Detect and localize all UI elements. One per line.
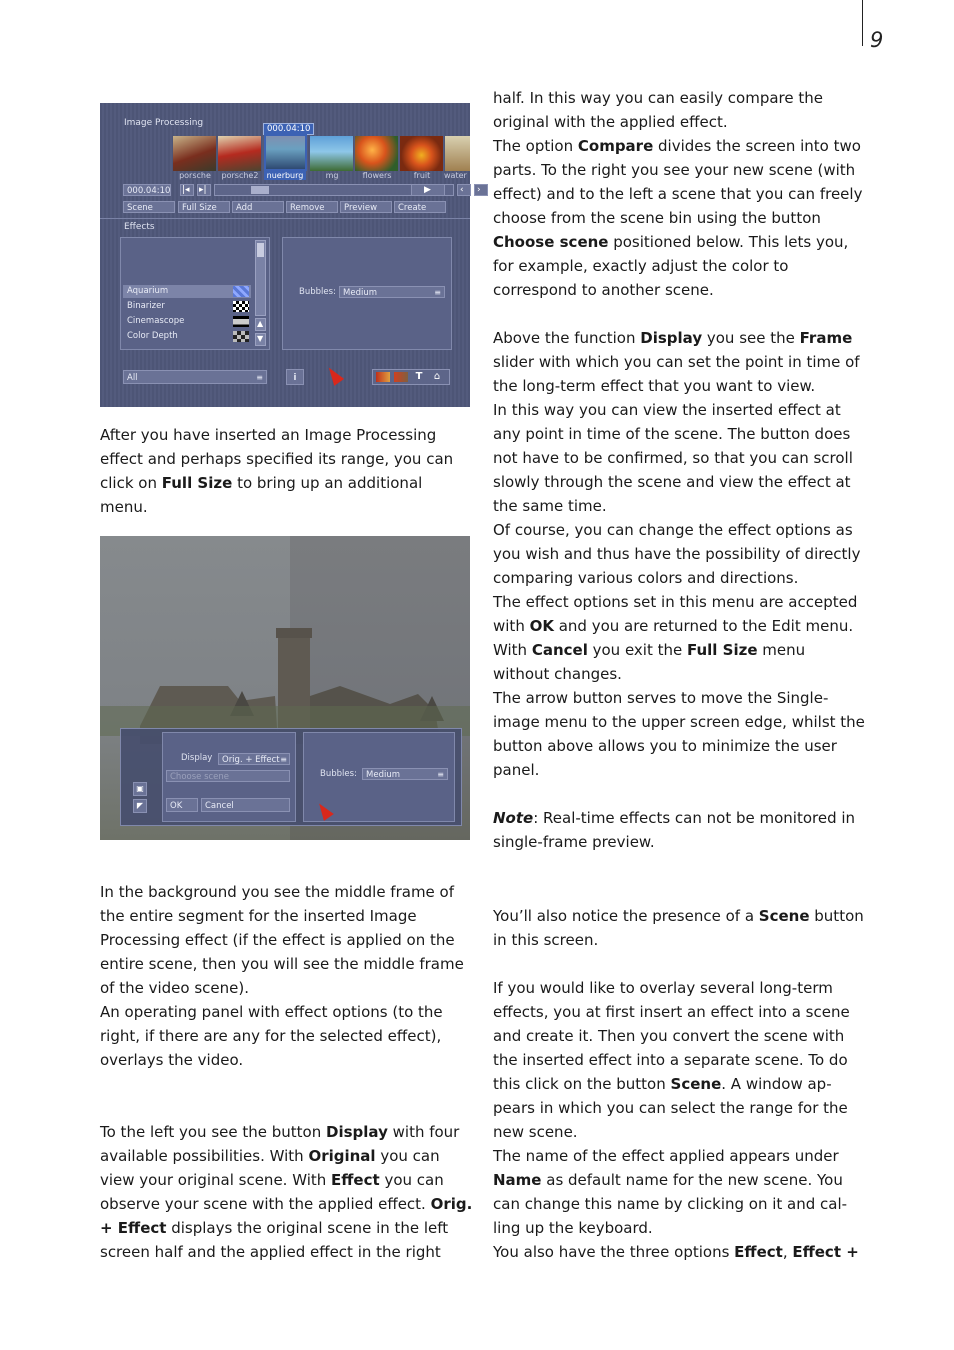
scene-thumb-fruit[interactable] bbox=[400, 136, 443, 171]
text-run: The name of the effect applied appears under bbox=[493, 1147, 839, 1165]
create-button[interactable]: Create bbox=[394, 201, 446, 213]
full-size-screenshot bbox=[100, 536, 470, 840]
step-back-button[interactable] bbox=[457, 184, 471, 196]
effect-name: Binarizer bbox=[127, 301, 165, 311]
term-compare: Compare bbox=[577, 137, 654, 155]
chevron-down-icon: ▼ bbox=[257, 334, 264, 343]
display-select[interactable] bbox=[218, 753, 290, 765]
effects-list bbox=[120, 237, 270, 350]
effect-item[interactable] bbox=[123, 315, 251, 328]
aquarium-preview-icon bbox=[233, 286, 249, 297]
scroll-up-button[interactable] bbox=[255, 318, 266, 331]
home-icon[interactable]: ⌂ bbox=[433, 371, 441, 382]
paragraph bbox=[100, 1120, 474, 1264]
scene-thumb-mg[interactable] bbox=[310, 136, 353, 171]
text-run: you exit the bbox=[587, 641, 687, 659]
page-number-rule bbox=[862, 0, 863, 46]
left-column-intro bbox=[100, 423, 474, 519]
bubbles-label: Bubbles: bbox=[320, 769, 357, 779]
list-icon: ≡ bbox=[437, 770, 444, 779]
text-run: menu without changes. bbox=[493, 641, 806, 683]
chevron-left-icon: ‹ bbox=[460, 185, 464, 195]
menu-title: Image Processing bbox=[124, 118, 204, 128]
effect-item[interactable] bbox=[123, 300, 251, 313]
skip-back-icon: |◂ bbox=[182, 185, 190, 195]
bubbles-select[interactable] bbox=[339, 286, 445, 298]
paragraph bbox=[493, 1144, 865, 1240]
left-column-body bbox=[100, 880, 474, 1264]
play-icon: ▶ bbox=[424, 185, 431, 195]
paragraph bbox=[493, 590, 865, 686]
scene-thumb-nuerburg[interactable] bbox=[264, 134, 307, 171]
text-run: you see the bbox=[702, 329, 800, 347]
bubbles-value: Medium bbox=[366, 770, 400, 780]
remove-button[interactable]: Remove bbox=[286, 201, 338, 213]
cancel-button[interactable]: Cancel bbox=[201, 798, 290, 812]
info-icon: i bbox=[293, 373, 297, 383]
timecode-field[interactable]: 000.04:10 bbox=[123, 184, 171, 196]
minimize-icon: ▣ bbox=[136, 784, 144, 793]
right-column-scene bbox=[493, 904, 865, 1264]
thumb-caption: water bbox=[444, 171, 467, 180]
text-run: . A window ap-pears in which you can select the range for the new scene. bbox=[493, 1075, 848, 1141]
scroll-down-button[interactable] bbox=[255, 333, 266, 346]
term-ok: OK bbox=[529, 617, 554, 635]
list-icon: ≡ bbox=[280, 755, 287, 764]
play-button[interactable] bbox=[411, 184, 445, 196]
bubbles-select[interactable] bbox=[362, 768, 448, 780]
term-frame: Frame bbox=[799, 329, 853, 347]
text-run: The option bbox=[493, 137, 578, 155]
paragraph bbox=[493, 976, 865, 1144]
text-run: slider with which you can set the point in time of the long-term effect that you want to view. bbox=[493, 353, 860, 395]
term-full-size: Full Size bbox=[161, 474, 233, 492]
effects-label: Effects bbox=[124, 222, 155, 232]
term-full-size: Full Size bbox=[686, 641, 758, 659]
arrow-up-left-icon: ◤ bbox=[136, 801, 144, 810]
effect-name: Cinemascope bbox=[127, 316, 185, 326]
thumb-timecode: 000.04:10 bbox=[263, 123, 314, 135]
thumb-caption-selected: nuerburg bbox=[264, 171, 306, 180]
paragraph: In the background you see the middle frame of the entire segment for the inserted Image Processing effect (if the effect is applied on the entire scene, then you will see the middle frame of the video scene). bbox=[100, 883, 464, 997]
tool-buttons bbox=[372, 369, 450, 385]
chevron-up-icon: ▲ bbox=[257, 319, 264, 328]
paragraph bbox=[493, 1240, 865, 1264]
text-run: You’ll also notice the presence of a bbox=[493, 907, 759, 925]
text-run: to bring up an additional menu. bbox=[100, 474, 423, 516]
paragraph: half. In this way you can easily compare the original with the applied effect. bbox=[493, 89, 823, 131]
frame-slider-handle[interactable] bbox=[251, 186, 269, 194]
text-tool-icon[interactable]: T bbox=[415, 371, 423, 382]
move-panel-up-button[interactable] bbox=[133, 799, 147, 813]
text-run: button in this screen. bbox=[493, 907, 864, 949]
paragraph: An operating panel with effect options (to the right, if there are any for the selected effect), overlays the video. bbox=[100, 1003, 443, 1069]
effect-name: Color Depth bbox=[127, 331, 178, 341]
term-orig-effect: Orig. + Effect bbox=[100, 1195, 473, 1237]
preview-button[interactable]: Preview bbox=[340, 201, 392, 213]
scrollbar-thumb[interactable] bbox=[257, 243, 264, 257]
term-effect-plus: Effect + bbox=[792, 1243, 859, 1261]
text-run: divides the screen into two parts. To the right you see your new scene (with effect) and to the left a scene that you can freely choose from the scene bin using the button bbox=[493, 137, 863, 227]
effect-item[interactable] bbox=[123, 330, 251, 343]
cursor-arrow-icon bbox=[324, 364, 344, 386]
text-run: positioned below. This lets you, for example, exactly adjust the color to correspond to another scene. bbox=[493, 233, 849, 299]
display-value: Orig. + Effect bbox=[222, 755, 280, 765]
term-choose-scene: Choose scene bbox=[493, 233, 609, 251]
thumb-caption: flowers bbox=[362, 171, 392, 180]
note-label: Note bbox=[493, 809, 534, 827]
term-effect: Effect bbox=[331, 1171, 380, 1189]
paragraph: The arrow button serves to move the Single-image menu to the upper screen edge, whilst the button above allows you to minimize the user panel. bbox=[493, 689, 865, 779]
skip-forward-icon: ▸| bbox=[199, 185, 207, 195]
term-effect: Effect bbox=[734, 1243, 783, 1261]
choose-scene-button[interactable]: Choose scene bbox=[166, 770, 290, 782]
thumb-caption: porsche bbox=[179, 171, 211, 180]
effect-item-selected[interactable] bbox=[123, 285, 251, 298]
scene-thumb-porsche[interactable] bbox=[173, 136, 216, 171]
jump-start-button[interactable] bbox=[180, 184, 194, 196]
scene-thumb-flowers[interactable] bbox=[355, 136, 398, 171]
effects-scrollbar[interactable] bbox=[255, 240, 266, 316]
full-size-button[interactable]: Full Size bbox=[178, 201, 230, 213]
thumb-caption: porsche2 bbox=[221, 171, 259, 180]
paragraph: In this way you can view the inserted effect at any point in time of the scene. The button does not have to be confirmed, so that you can scroll slowly through the scene and view the effect at the same time. bbox=[493, 401, 853, 515]
scissors-icon[interactable] bbox=[376, 372, 390, 382]
binarizer-preview-icon bbox=[233, 301, 249, 312]
paragraph bbox=[493, 134, 865, 302]
text-run: After you have inserted an Image Processing effect and perhaps specified its range, you can click on bbox=[100, 426, 454, 492]
effect-name: Aquarium bbox=[127, 286, 169, 296]
scene-thumb-porsche2[interactable] bbox=[218, 136, 261, 171]
bubbles-value: Medium bbox=[343, 288, 377, 298]
text-run: You also have the three options bbox=[493, 1243, 735, 1261]
note-paragraph bbox=[493, 806, 865, 854]
paragraph bbox=[493, 904, 865, 952]
text-run: and you are returned to the Edit menu. With bbox=[493, 617, 854, 659]
jump-end-button[interactable] bbox=[197, 184, 211, 196]
paragraph: Of course, you can change the effect options as you wish and thus have the possibility of directly comparing various colors and directions. bbox=[493, 521, 861, 587]
display-options-panel bbox=[162, 732, 296, 822]
text-run: The effect options set in this menu are accepted with bbox=[493, 593, 858, 635]
term-name: Name bbox=[493, 1171, 542, 1189]
term-display: Display bbox=[640, 329, 703, 347]
term-scene: Scene bbox=[670, 1075, 722, 1093]
display-label: Display bbox=[181, 753, 213, 763]
scene-button[interactable]: Scene bbox=[123, 201, 175, 213]
text-run: , bbox=[782, 1243, 793, 1261]
page-number: 9 bbox=[870, 28, 884, 52]
text-run: you can observe your scene with the applied effect. bbox=[100, 1171, 444, 1213]
step-forward-button[interactable] bbox=[474, 184, 488, 196]
term-cancel: Cancel bbox=[531, 641, 588, 659]
term-original: Original bbox=[308, 1147, 376, 1165]
text-run: Above the function bbox=[493, 329, 641, 347]
text-run: : Real-time effects can not be monitored in single-frame preview. bbox=[493, 809, 856, 851]
text-run: you can view your original scene. With bbox=[100, 1147, 440, 1189]
term-display: Display bbox=[326, 1123, 388, 1141]
info-button[interactable] bbox=[286, 369, 304, 385]
chevron-right-icon: › bbox=[477, 185, 481, 195]
divider bbox=[100, 218, 470, 219]
text-run: To the left you see the button bbox=[100, 1123, 327, 1141]
film-icon[interactable] bbox=[394, 372, 408, 382]
thumb-caption: mg bbox=[325, 171, 339, 180]
list-icon: ≡ bbox=[256, 373, 263, 382]
ok-button[interactable]: OK bbox=[166, 798, 198, 812]
right-column-body bbox=[493, 86, 865, 854]
add-button[interactable]: Add bbox=[232, 201, 284, 213]
text-run: If you would like to overlay several long-term effects, you at first insert an effect into a scene and create it. Then you convert the scene with the inserted effect into a separate scene. To do this click on the button bbox=[493, 979, 850, 1093]
paragraph bbox=[100, 423, 474, 519]
paragraph bbox=[493, 326, 865, 398]
thumb-caption: fruit bbox=[413, 171, 431, 180]
term-scene: Scene bbox=[758, 907, 810, 925]
effect-options-panel bbox=[282, 237, 452, 350]
text-run: displays the original scene in the left screen half and the applied effect in the right bbox=[100, 1219, 449, 1261]
filter-value: All bbox=[127, 373, 138, 383]
scene-thumb-water[interactable] bbox=[445, 136, 470, 171]
text-run: with four available possibilities. With bbox=[100, 1123, 460, 1165]
bubbles-label: Bubbles: bbox=[299, 287, 336, 297]
effect-filter-select[interactable] bbox=[123, 370, 267, 384]
color-depth-preview-icon bbox=[233, 331, 249, 342]
text-run: as default name for the new scene. You can change this name by clicking on it and cal-ling up the keyboard. bbox=[493, 1171, 848, 1237]
minimize-panel-button[interactable] bbox=[133, 782, 147, 796]
image-processing-screenshot bbox=[100, 103, 481, 407]
cinemascope-preview-icon bbox=[233, 316, 249, 327]
list-icon: ≡ bbox=[434, 288, 441, 297]
